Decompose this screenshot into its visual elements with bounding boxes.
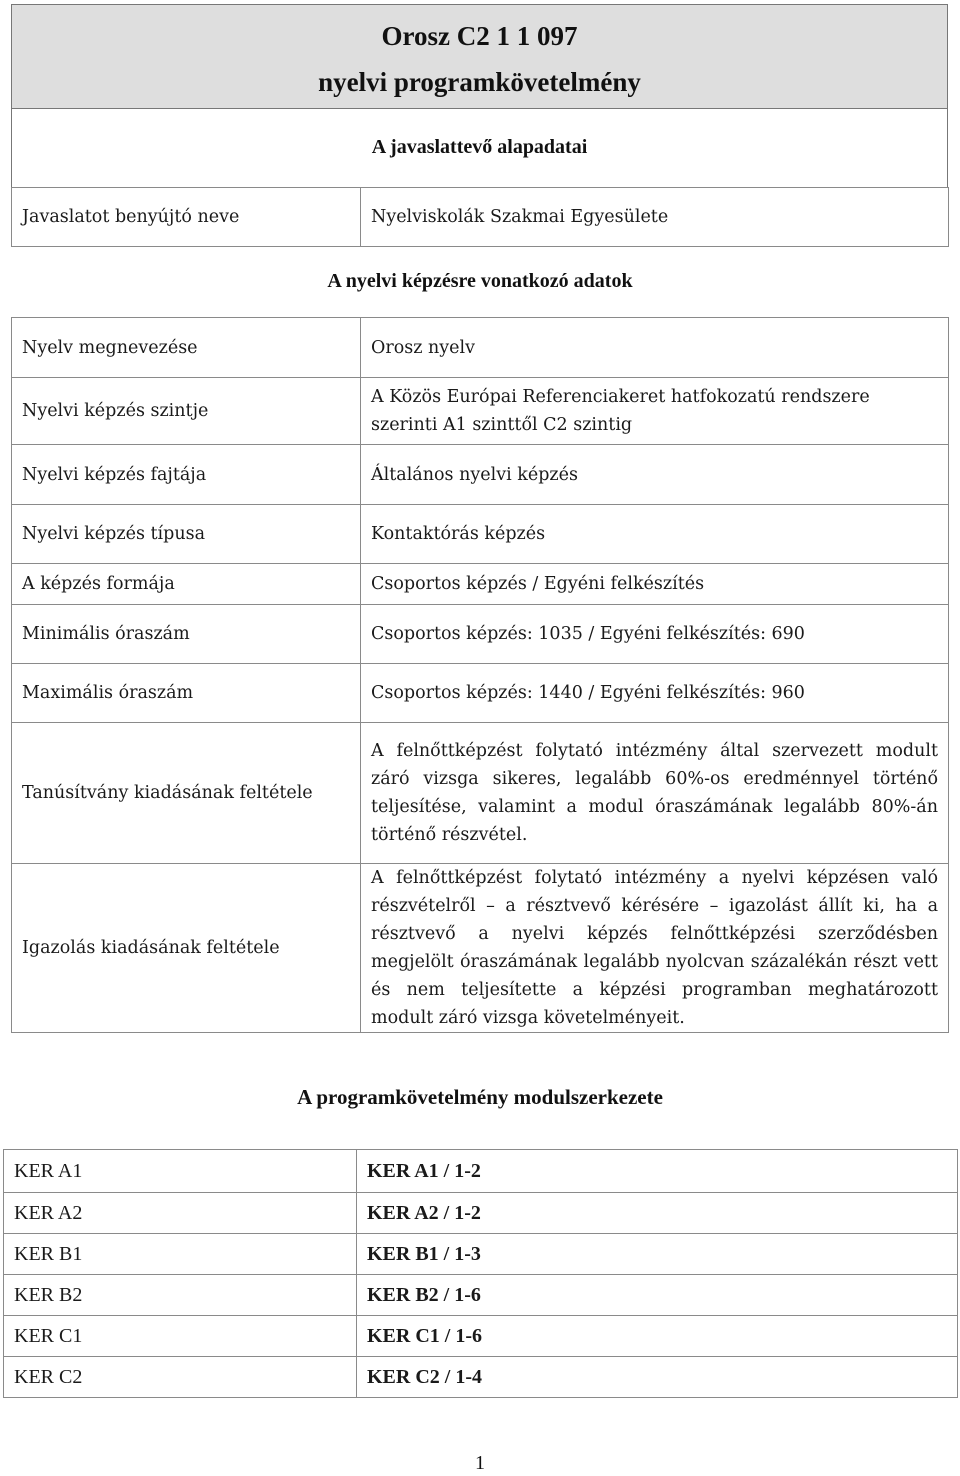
row-label: Nyelvi képzés típusa <box>12 505 361 564</box>
table-row <box>12 723 949 864</box>
proposer-value: Nyelviskolák Szakmai Egyesülete <box>361 188 949 247</box>
page-number: 1 <box>475 1452 485 1474</box>
table-row <box>4 1150 958 1193</box>
module-code: KER A1 / 1-2 <box>357 1150 958 1193</box>
module-level: KER C2 <box>4 1357 357 1398</box>
table-row <box>12 445 949 505</box>
module-level: KER B1 <box>4 1234 357 1275</box>
table-row <box>4 1234 958 1275</box>
row-label: Minimális óraszám <box>12 605 361 664</box>
table-row <box>12 664 949 723</box>
document-title-line2: nyelvi programkövetelmény <box>318 67 641 97</box>
modules-table <box>3 1149 958 1398</box>
row-value: A Közös Európai Referenciakeret hatfokozatú rendszere szerinti A1 szinttől C2 szintig <box>361 378 949 445</box>
row-value: Általános nyelvi képzés <box>361 445 949 505</box>
row-label: A képzés formája <box>12 564 361 605</box>
row-label: Igazolás kiadásának feltétele <box>12 864 361 1033</box>
training-heading: A nyelvi képzésre vonatkozó adatok <box>327 270 633 292</box>
table-row <box>12 378 949 445</box>
document-title-box <box>11 4 948 109</box>
proposer-heading: A javaslattevő alapadatai <box>371 136 588 158</box>
row-value: Csoportos képzés: 1035 / Egyéni felkészítés: 690 <box>361 605 949 664</box>
document-title-line1: Orosz C2 1 1 097 <box>381 21 578 51</box>
table-row <box>12 605 949 664</box>
module-level: KER C1 <box>4 1316 357 1357</box>
modules-heading: A programkövetelmény modulszerkezete <box>297 1085 663 1109</box>
table-row <box>12 318 949 378</box>
module-level: KER A2 <box>4 1193 357 1234</box>
row-value: Orosz nyelv <box>361 318 949 378</box>
module-code: KER B1 / 1-3 <box>357 1234 958 1275</box>
module-code: KER C1 / 1-6 <box>357 1316 958 1357</box>
row-value: Csoportos képzés / Egyéni felkészítés <box>361 564 949 605</box>
row-value: A felnőttképzést folytató intézmény által szervezett modult záró vizsga sikeres, legalább 60%-os eredménnyel történő teljesítése, valamint a modul óraszámának legalább 80%-án történő részvétel. <box>361 723 949 864</box>
row-value: Kontaktórás képzés <box>361 505 949 564</box>
row-label: Nyelvi képzés fajtája <box>12 445 361 505</box>
module-level: KER A1 <box>4 1150 357 1193</box>
training-table <box>11 317 949 1033</box>
table-row <box>12 505 949 564</box>
row-label: Nyelv megnevezése <box>12 318 361 378</box>
table-row <box>4 1275 958 1316</box>
table-row <box>12 564 949 605</box>
row-label: Tanúsítvány kiadásának feltétele <box>12 723 361 864</box>
row-label: Nyelvi képzés szintje <box>12 378 361 445</box>
module-code: KER A2 / 1-2 <box>357 1193 958 1234</box>
module-code: KER C2 / 1-4 <box>357 1357 958 1398</box>
module-level: KER B2 <box>4 1275 357 1316</box>
proposer-table <box>11 187 949 247</box>
row-value: Csoportos képzés: 1440 / Egyéni felkészítés: 960 <box>361 664 949 723</box>
table-row <box>4 1193 958 1234</box>
module-code: KER B2 / 1-6 <box>357 1275 958 1316</box>
row-value: A felnőttképzést folytató intézmény a nyelvi képzésen való részvételről – a résztvevő kérésére – igazolást állít ki, ha a résztvevő a nyelvi képzés felnőttképzési szerződésben megjelölt óraszámának legalább nyolcvan százalékán részt vett és nem teljesítette a képzési programban meghatározott modult záró vizsga követelményeit. <box>361 864 949 1033</box>
proposer-heading-box <box>11 108 948 188</box>
proposer-row <box>12 188 949 247</box>
table-row <box>4 1357 958 1398</box>
row-label: Maximális óraszám <box>12 664 361 723</box>
proposer-label: Javaslatot benyújtó neve <box>12 188 361 247</box>
table-row <box>4 1316 958 1357</box>
table-row <box>12 864 949 1033</box>
